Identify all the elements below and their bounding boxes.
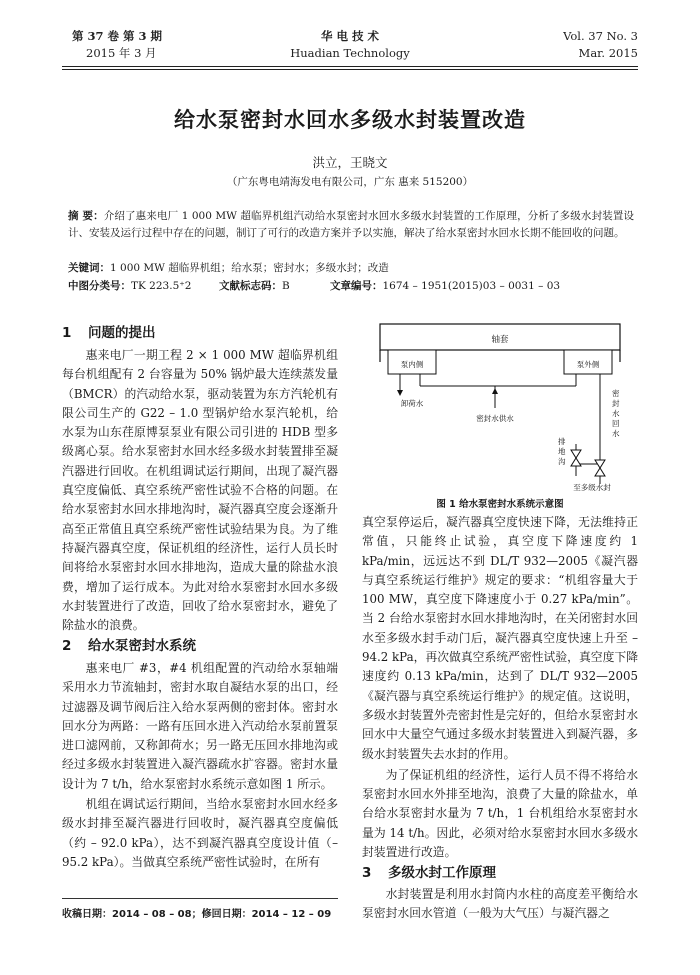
section-1-title: 问题的提出 — [88, 325, 156, 341]
section-1-heading — [62, 321, 156, 341]
section-3-heading — [362, 861, 496, 881]
drain-valve-top — [571, 450, 581, 458]
label-pump-inner: 泵内侧 — [400, 360, 424, 369]
revised-date: 2014 – 12 – 09 — [251, 909, 332, 920]
section-2-body-right — [362, 513, 638, 862]
received-dates — [62, 905, 331, 920]
section-2-body-left — [62, 659, 338, 872]
section-2-paragraph-3: 为了保证机组的经济性，运行人员不得不将给水泵密封水回水外排至地沟，浪费了大量的除盐水，单台给水泵密封水量为 7 t/h，1 台机组给水泵密封水量为 14 t/h。因此，必须对给水泵密封水回水多级水封装置进行改造。 — [362, 767, 638, 860]
section-1-body — [62, 346, 338, 635]
section-2-paragraph-2-continued: 真空泵停运后，凝汽器真空度快速下降，无法维持正常值，只能终止试验，真空度下降速度约 1 kPa/min，远远达不到 DL/T 932—2005《凝汽器与真空系统运行维护》规定的要求：“机组容量大于 100 MW，真空度下降速度小于 0.27 kPa/min”。当 2 台给水泵密封水回水排地沟时，在关闭密封水回水至多级水封手动门后，凝汽器真空度快速上升至 – 94.2 kPa，再次做真空系统严密性试验，真空度下降速度约 0.13 kPa/min，达到了 DL/T 932—2005《凝汽器与真空系统运行维护》的规定值。这说明，多级水封装置外壳密封性是完好的，但给水泵密封水回水中大量空气通过多级水封装置进入到凝汽器，多级水封装置失去水封的作用。 — [362, 515, 638, 761]
header-rule-2 — [62, 69, 638, 70]
abstract-text: 介绍了惠来电厂 1 000 MW 超临界机组汽动给水泵密封水回水多级水封装置的工作原理，分析了多级水封装置设计、安装及运行过程中存在的问题，制订了可行的改造方案并予以实施，解决了给水泵密封水回水长期不能回收的问题。 — [68, 210, 635, 239]
document-code — [219, 278, 290, 295]
header-volume-cn: 第 37 卷 第 3 期 — [72, 29, 163, 43]
section-1-number: 1 — [62, 325, 72, 341]
clc-label: 中图分类号： — [68, 280, 131, 292]
label-seal-return: 密封水回水 — [612, 389, 620, 438]
section-2-heading — [62, 634, 196, 654]
article-number-label: 文章编号： — [330, 280, 383, 292]
keywords — [68, 260, 634, 277]
label-drain: 排地沟 — [558, 437, 566, 466]
clc-value: TK 223.5⁺2 — [131, 280, 192, 292]
section-2-number: 2 — [62, 638, 72, 654]
header-date-en: Mar. 2015 — [578, 46, 638, 60]
header-volume-en: Vol. 37 No. 3 — [563, 29, 638, 43]
abstract — [68, 208, 634, 242]
abstract-label: 摘 要： — [68, 210, 104, 222]
received-date: 2014 – 08 – 08 — [112, 909, 192, 920]
keywords-label: 关键词： — [68, 262, 110, 274]
label-to-water-seal: 至多级水封 — [573, 483, 611, 492]
label-unloading-water: 卸荷水 — [400, 399, 424, 408]
label-shaft-sleeve: 轴套 — [491, 335, 509, 345]
label-pump-outer: 泵外侧 — [576, 360, 600, 369]
article-number-value: 1674 – 1951(2015)03 – 0031 – 03 — [382, 280, 561, 292]
section-2-paragraph-1: 惠来电厂 #3，#4 机组配置的汽动给水泵轴端采用水力节流轴封，密封水取自凝结水泵的出口，经过滤器及调节阀后注入给水泵两侧的密封体。密封水回水分为两路：一路有压回水进入汽动给水泵前置泵进口滤网前，又称卸荷水；另一路无压回水排地沟或经过多级水封装置进入凝汽器疏水扩容器。密封水量设计为 7 t/h，给水泵密封水系统示意如图 1 所示。 — [62, 661, 338, 791]
section-3-number: 3 — [362, 865, 372, 881]
section-2-paragraph-2: 机组在调试运行期间，当给水泵密封水回水经多级水封排至凝汽器进行回收时，凝汽器真空度偏低（约 – 92.0 kPa），达不到凝汽器真空度设计值（– 95.2 kPa）。当做真空系统严密性试验时，在所有 — [62, 797, 338, 869]
article-number — [330, 278, 560, 295]
figure-1-diagram — [360, 316, 640, 494]
section-2-title: 给水泵密封水系统 — [88, 638, 196, 654]
clc-number — [68, 278, 191, 295]
header-rule — [62, 66, 638, 67]
article-authors: 洪立，王晓文 — [312, 155, 388, 170]
drain-valve-bottom — [571, 458, 581, 466]
figure-1-caption: 图 1 给水泵密封水系统示意图 — [436, 499, 564, 510]
journal-name-en: Huadian Technology — [290, 46, 410, 60]
document-code-label: 文献标志码： — [219, 280, 282, 292]
revised-label: ；修回日期： — [191, 909, 252, 920]
section-3-title: 多级水封工作原理 — [388, 865, 496, 881]
received-label: 收稿日期： — [62, 909, 112, 920]
header-date-cn: 2015 年 3 月 — [86, 46, 157, 60]
label-seal-supply: 密封水供水 — [476, 414, 514, 423]
section-1-paragraph-1: 惠来电厂一期工程 2 × 1 000 MW 超临界机组每台机组配有 2 台容量为 50% 锅炉最大连续蒸发量（BMCR）的汽动给水泵，驱动装置为东方汽轮机有限公司生产的 G22 – 1.0 型锅炉给水泵汽轮机，给水泵为山东荏原博泵泵业有限公司引进的 HDB 型多级离心泵。给水泵密封水回水经多级水封装置排至凝汽器进行回收。在机组调试运行期间，出现了凝汽器真空度偏低、真空系统严密性试验不合格的问题。在给水泵密封水回水排地沟时，凝汽器真空度会逐渐升高至正常值且真空系统严密性试验结果为良。为了维持凝汽器真空度，保证机组的经济性，运行人员长时间将给水泵密封水回水排地沟，造成大量的除盐水浪费，增加了运行成本。为此对给水泵密封水回水多级水封装置进行了改造，回收了给水泵密封水，避免了除盐水的浪费。 — [62, 348, 338, 633]
article-affiliation: （广东粤电靖海发电有限公司，广东 惠来 515200） — [226, 176, 474, 188]
section-3-paragraph-1: 水封装置是利用水封筒内水柱的高度差平衡给水泵密封水回水管道（一般为大气压）与凝汽器之 — [362, 887, 638, 921]
section-3-body — [362, 885, 638, 924]
unload-arrow — [397, 390, 403, 396]
return-valve-bottom — [595, 468, 605, 476]
supply-arrow — [492, 388, 498, 394]
document-code-value: B — [282, 280, 290, 292]
keywords-text: 1 000 MW 超临界机组；给水泵；密封水；多级水封；改造 — [110, 262, 389, 274]
article-title: 给水泵密封水回水多级水封装置改造 — [174, 108, 526, 132]
footnote-rule — [62, 898, 338, 899]
journal-name-cn: 华 电 技 术 — [320, 29, 379, 43]
